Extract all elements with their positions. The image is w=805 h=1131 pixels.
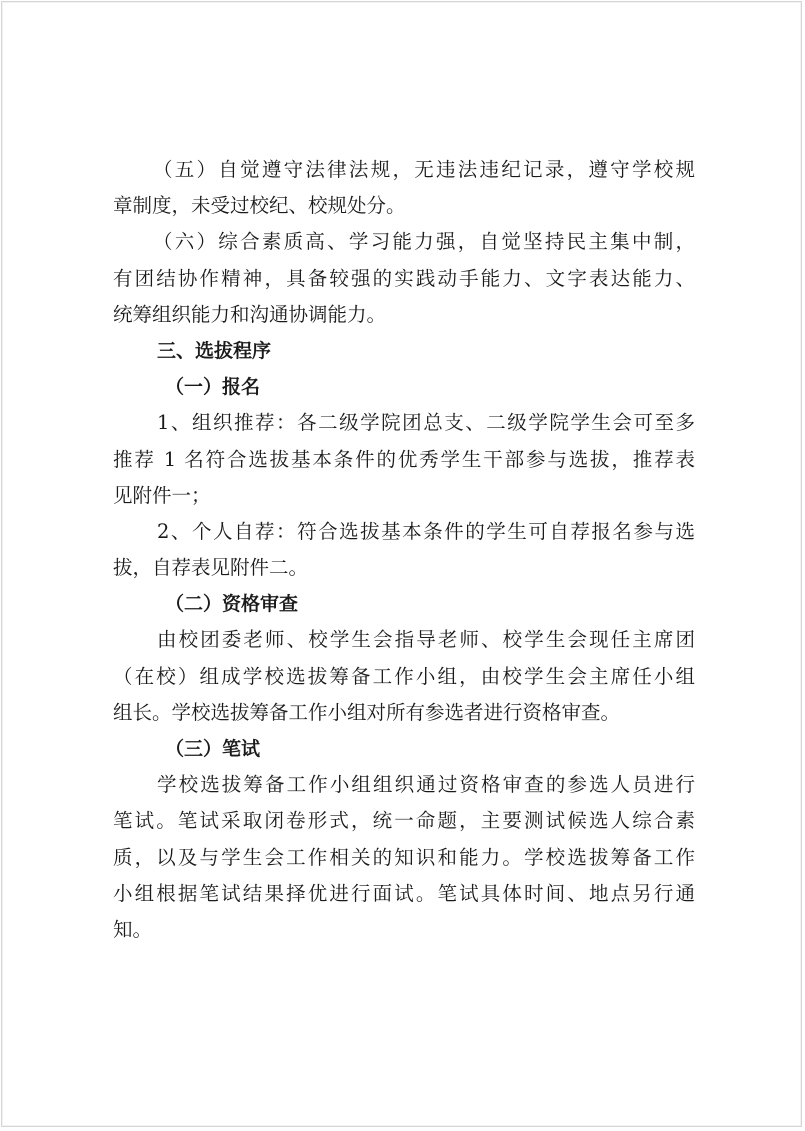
paragraph-line: 章制度，未受过校纪、校规处分。 [113, 194, 406, 218]
subsection-heading: （一）报名 [165, 376, 261, 399]
document-body [113, 152, 695, 948]
paragraph-line: 统筹组织能力和沟通协调能力。 [113, 302, 387, 326]
paragraph-line: （在校）组成学校选拔筹备工作小组，由校学生会主席任小组 [113, 664, 695, 688]
document-page [1, 1, 802, 1127]
paragraph-line: 2、个人自荐：符合选拔基本条件的学生可自荐报名参与选 [157, 519, 695, 543]
section-heading: 三、选拔程序 [157, 339, 272, 362]
paragraph-line: 推荐 1 名符合选拔基本条件的优秀学生干部参与选拔，推荐表 [113, 447, 695, 471]
paragraph-line: 拔，自荐表见附件二。 [113, 556, 309, 580]
paragraph-line: 学校选拔筹备工作小组组织通过资格审查的参选人员进行 [157, 773, 695, 797]
paragraph-line: 由校团委老师、校学生会指导老师、校学生会现任主席团 [157, 628, 695, 652]
paragraph-line: 1、组织推荐：各二级学院团总支、二级学院学生会可至多 [157, 411, 695, 435]
paragraph-line: 见附件一； [113, 483, 211, 507]
paragraph-line: 知。 [113, 917, 153, 941]
paragraph-line: （六）综合素质高、学习能力强，自觉坚持民主集中制， [153, 230, 695, 254]
paragraph-line: 质，以及与学生会工作相关的知识和能力。学校选拔筹备工作 [113, 845, 695, 869]
paragraph-line: （五）自觉遵守法律法规，无违法违纪记录，遵守学校规 [153, 158, 695, 181]
subsection-heading: （三）笔试 [165, 738, 261, 760]
subsection-heading: （二）资格审查 [165, 593, 299, 616]
paragraph-line: 组长。学校选拔筹备工作小组对所有参选者进行资格审查。 [113, 700, 621, 724]
paragraph-line: 有团结协作精神，具备较强的实践动手能力、文字表达能力、 [113, 266, 695, 290]
paragraph-line: 笔试。笔试采取闭卷形式，统一命题，主要测试候选人综合素 [113, 809, 695, 833]
paragraph-line: 小组根据笔试结果择优进行面试。笔试具体时间、地点另行通 [113, 881, 695, 905]
